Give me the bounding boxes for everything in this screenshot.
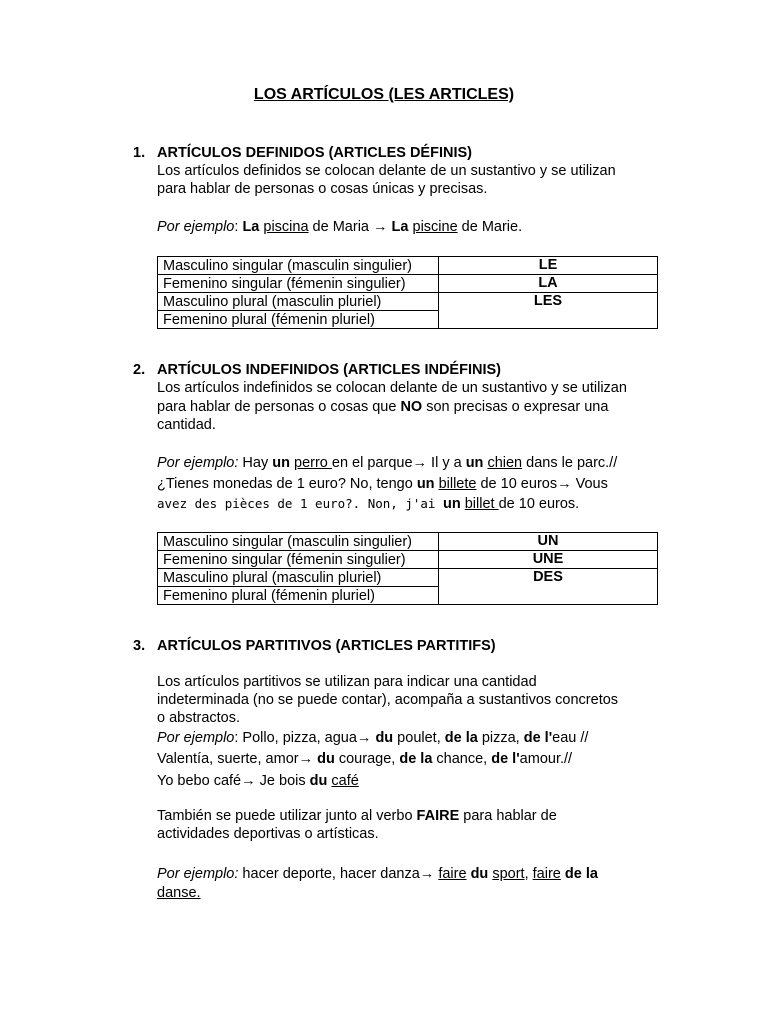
section-3-faire-text-1 [157, 808, 557, 824]
section-3-example-4-cont [157, 885, 201, 901]
emphasis: NO [400, 399, 423, 415]
noun: café [331, 773, 359, 789]
table-value: UN [439, 533, 658, 551]
indefinite-articles-table [157, 532, 658, 605]
section-2-number: 2. [133, 362, 146, 378]
section-2-heading: ARTÍCULOS INDEFINIDOS (ARTICLES INDÉFINIS) [157, 362, 501, 378]
section-1-text-2: para hablar de personas o cosas únicas y precisas. [157, 181, 488, 197]
article: de l' [491, 751, 520, 767]
table-cell: Masculino singular (masculin singulier) [158, 533, 439, 551]
section-3-example-3 [157, 773, 359, 789]
text: para hablar de personas o cosas que [157, 399, 401, 415]
arrow-icon: → [356, 730, 372, 746]
text: courage, [334, 751, 400, 767]
text: de Marie. [457, 219, 523, 235]
section-1-number: 1. [133, 145, 146, 161]
noun: danse. [157, 885, 201, 901]
example-label: Por ejemplo [157, 730, 235, 746]
text: para hablar de [459, 808, 557, 824]
sep: : [234, 219, 243, 235]
page-title: LOS ARTÍCULOS (LES ARTICLES) [253, 86, 515, 103]
noun: piscina [263, 219, 309, 235]
table-cell: Masculino plural (masculin pluriel) [158, 293, 439, 311]
table-cell: Masculino singular (masculin singulier) [158, 257, 439, 275]
table-row [158, 569, 658, 587]
noun: billete [438, 476, 477, 492]
table-cell: Femenino singular (fémenin singulier) [158, 551, 439, 569]
noun: faire [532, 866, 561, 882]
article: un [442, 496, 461, 512]
arrow-icon: → [557, 476, 572, 492]
text: son precisas o expresar una [422, 399, 609, 415]
table-row [158, 293, 658, 311]
article: de la [399, 751, 433, 767]
noun: piscine [412, 219, 458, 235]
arrow-icon: → [241, 773, 256, 789]
article: de l' [523, 730, 553, 746]
section-1-heading: ARTÍCULOS DEFINIDOS (ARTICLES DÉFINIS) [157, 145, 472, 161]
text: ¿Tienes monedas de 1 euro? No, tengo [157, 476, 417, 492]
arrow-icon: → [412, 455, 428, 471]
arrow-icon: → [298, 751, 314, 767]
article: du [470, 866, 489, 882]
arrow-icon: → [373, 219, 388, 235]
definite-articles-table [157, 256, 658, 329]
section-3-example-2 [157, 751, 572, 767]
text: chance, [432, 751, 492, 767]
table-row [158, 257, 658, 275]
table-cell: Masculino plural (masculin pluriel) [158, 569, 439, 587]
table-cell: Femenino singular (fémenin singulier) [158, 275, 439, 293]
text: amour.// [519, 751, 573, 767]
text: , [524, 866, 529, 882]
noun: sport [492, 866, 525, 882]
table-value: DES [439, 569, 658, 605]
table-row [158, 275, 658, 293]
section-3-heading: ARTÍCULOS PARTITIVOS (ARTICLES PARTITIFS) [157, 638, 496, 654]
section-3-example-4 [157, 866, 598, 882]
text: Vous [571, 476, 608, 492]
table-row [158, 551, 658, 569]
text: Il y a [427, 455, 466, 471]
text: eau // [552, 730, 589, 746]
article: un [416, 476, 435, 492]
section-3-example-1 [157, 730, 588, 746]
article: La [242, 219, 260, 235]
text: : Pollo, pizza, agua [234, 730, 357, 746]
table-value: UNE [439, 551, 658, 569]
table-value: LA [439, 275, 658, 293]
article: La [391, 219, 409, 235]
noun: chien [487, 455, 523, 471]
text: avez des pièces de 1 euro?. Non, j'ai [157, 496, 443, 511]
section-2-example-3 [157, 496, 579, 512]
table-value: LE [439, 257, 658, 275]
section-2-text-3: cantidad. [157, 417, 216, 433]
section-1-text-1: Los artículos definidos se colocan delante de un sustantivo y se utilizan [157, 163, 616, 179]
article: de la [564, 866, 598, 882]
text: hacer deporte, hacer danza [238, 866, 420, 882]
text: de Maria [308, 219, 374, 235]
article: du [375, 730, 394, 746]
section-2-text-1: Los artículos indefinidos se colocan delante de un sustantivo y se utilizan [157, 380, 627, 396]
arrow-icon: → [419, 866, 435, 882]
article: de la [444, 730, 478, 746]
text: Valentía, suerte, amor [157, 751, 299, 767]
section-3-faire-text-2: actividades deportivas o artísticas. [157, 826, 379, 842]
section-3-text-2: indeterminada (no se puede contar), acompaña a sustantivos concretos [157, 692, 619, 708]
section-2-example-2 [157, 476, 608, 492]
section-3-number: 3. [133, 638, 146, 654]
text: en el parque [331, 455, 413, 471]
noun: billet [464, 496, 499, 512]
section-3-text-3: o abstractos. [157, 710, 241, 726]
text: También se puede utilizar junto al verbo [157, 808, 417, 824]
text: Hay [238, 455, 273, 471]
section-1-example [157, 219, 522, 235]
table-value: LES [439, 293, 658, 329]
example-label: Por ejemplo: [157, 455, 239, 471]
table-row [158, 533, 658, 551]
text: Yo bebo café [157, 773, 242, 789]
emphasis: FAIRE [416, 808, 460, 824]
example-label: Por ejemplo [157, 219, 235, 235]
article: un [465, 455, 484, 471]
text: poulet, [393, 730, 445, 746]
noun: faire [438, 866, 467, 882]
noun: perro [294, 455, 332, 471]
text: dans le parc.// [522, 455, 618, 471]
text: Je bois [255, 773, 310, 789]
table-cell: Femenino plural (fémenin pluriel) [158, 587, 439, 605]
article: un [272, 455, 290, 471]
article: du [309, 773, 328, 789]
text: de 10 euros [476, 476, 558, 492]
section-2-example-1 [157, 455, 617, 471]
text: pizza, [477, 730, 524, 746]
text: de 10 euros. [498, 496, 580, 512]
section-3-text-1: Los artículos partitivos se utilizan para indicar una cantidad [157, 674, 537, 690]
table-cell: Femenino plural (fémenin pluriel) [158, 311, 439, 329]
article: du [317, 751, 335, 767]
section-2-text-2 [157, 399, 608, 415]
example-label: Por ejemplo: [157, 866, 239, 882]
